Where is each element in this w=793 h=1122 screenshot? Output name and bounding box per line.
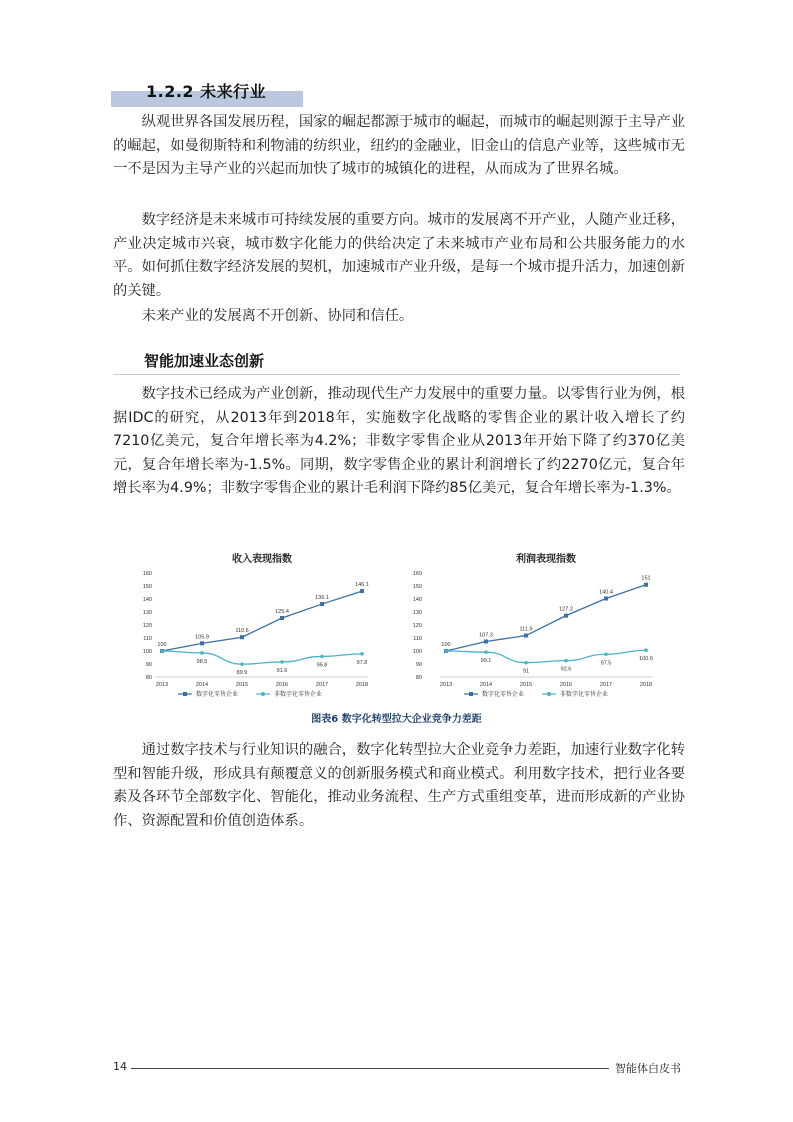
legend-marker-digital: [469, 692, 473, 696]
footer-divider: [131, 1068, 609, 1069]
paragraph-5: 通过数字技术与行业知识的融合，数字化转型拉大企业竞争力差距，加速行业数字化转型和智能升级，形成具有颠覆意义的创新服务模式和商业模式。利用数字技术，把行业各要素及各环节全部数字化、智能化，推动业务流程、生产方式重组变革，进而形成新的产业协作、资源配置和价值创造体系。: [113, 742, 685, 829]
footer-title: 智能体白皮书: [615, 1062, 681, 1075]
data-label: 98.5: [196, 658, 208, 665]
legend-label-digital: 数字化零售企业: [482, 692, 525, 698]
x-tick-label: 2015: [235, 682, 249, 688]
series-line-digital: [446, 585, 646, 651]
data-label: 105.9: [195, 634, 209, 641]
revenue-chart: [140, 550, 380, 709]
data-point-digital: [320, 602, 324, 606]
data-point-digital: [524, 634, 528, 638]
data-label: 100: [157, 642, 167, 648]
data-label: 111.9: [519, 626, 533, 633]
data-point-non-digital: [160, 649, 164, 653]
data-point-digital: [604, 596, 608, 600]
y-tick-label: 90: [145, 662, 152, 668]
x-tick-label: 2018: [639, 682, 653, 688]
y-tick-label: 100: [142, 649, 152, 655]
y-tick-label: 150: [142, 584, 152, 590]
y-tick-label: 150: [412, 584, 422, 590]
data-label: 91.6: [276, 667, 288, 674]
legend-label-non-digital: 非数字化零售企业: [274, 692, 323, 698]
data-point-non-digital: [604, 652, 608, 656]
data-label: 97.5: [600, 660, 612, 667]
data-point-non-digital: [360, 652, 364, 656]
data-label: 107.3: [479, 632, 493, 639]
x-tick-label: 2013: [439, 682, 453, 688]
chart-title: 收入表现指数: [232, 554, 292, 565]
y-tick-label: 130: [412, 610, 422, 616]
y-tick-label: 80: [145, 675, 152, 681]
data-point-non-digital: [484, 650, 488, 654]
y-tick-label: 80: [415, 675, 422, 681]
data-point-non-digital: [320, 655, 324, 659]
data-label: 140.4: [599, 589, 613, 596]
data-label: 146.1: [355, 582, 369, 589]
data-label: 100.6: [639, 656, 653, 663]
subheading: [113, 348, 680, 375]
x-tick-label: 2013: [155, 682, 169, 688]
legend-label-non-digital: 非数字化零售企业: [560, 692, 609, 698]
series-line-digital: [162, 591, 362, 651]
y-tick-label: 140: [142, 597, 152, 603]
data-label: 91: [522, 668, 530, 675]
chart-title: 利润表现指数: [516, 554, 576, 565]
data-point-digital: [280, 616, 284, 620]
figure-caption: 图表6 数字化转型拉大企业竞争力差距: [311, 714, 482, 725]
data-label: 92.6: [560, 666, 572, 673]
data-point-non-digital: [280, 660, 284, 664]
page-number: 14: [113, 1060, 127, 1073]
paragraph-1: 纵观世界各国发展历程，国家的崛起都源于城市的崛起，而城市的崛起则源于主导产业的崛起，如曼彻斯特和利物浦的纺织业，纽约的金融业，旧金山的信息产业等，这些城市无一不是因为主导产业的兴起而加快了城市的城镇化的进程，从而成为了世界名城。: [113, 114, 685, 178]
y-tick-label: 160: [412, 571, 422, 577]
legend-label-digital: 数字化零售企业: [196, 692, 239, 698]
data-point-non-digital: [524, 661, 528, 665]
data-label: 136.1: [315, 595, 329, 602]
legend-marker-non-digital: [261, 692, 265, 696]
profit-chart-svg: [400, 550, 660, 705]
paragraph-4: 数字技术已经成为产业创新，推动现代生产力发展中的重要力量。以零售行业为例，根据IDC的研究，从2013年到2018年，实施数字化战略的零售企业的累计收入增长了约7210亿美元，复合年增长率为4.2%；非数字零售企业从2013年开始下降了约370亿美元，复合年增长率为-1.5%。同期，数字零售企业的累计利润增长了约2270亿元，复合年增长率为4.9%；非数字零售企业的累计毛利润下降约85亿美元，复合年增长率为-1.3%。: [113, 386, 685, 497]
x-tick-label: 2014: [195, 682, 209, 688]
y-tick-label: 160: [142, 571, 152, 577]
x-tick-label: 2014: [479, 682, 493, 688]
data-point-digital: [564, 614, 568, 618]
y-tick-label: 110: [143, 636, 152, 642]
data-point-digital: [200, 641, 204, 645]
data-label: 99.1: [480, 658, 492, 665]
legend-marker-non-digital: [547, 692, 551, 696]
y-tick-label: 130: [142, 610, 152, 616]
y-tick-label: 100: [412, 649, 422, 655]
data-label: 97.8: [356, 659, 368, 666]
data-point-digital: [484, 640, 488, 644]
x-tick-label: 2017: [315, 682, 329, 688]
section-title: 1.2.2 未来行业: [146, 82, 267, 101]
revenue-chart-svg: [140, 550, 380, 705]
paragraph-3: 未来产业的发展离不开创新、协同和信任。: [141, 308, 414, 324]
subheading-title: 智能加速业态创新: [144, 352, 265, 370]
y-tick-label: 90: [415, 662, 422, 668]
data-point-digital: [240, 635, 244, 639]
x-tick-label: 2016: [275, 682, 289, 688]
data-label: 95.8: [316, 662, 328, 669]
profit-chart: [400, 550, 660, 709]
data-point-digital: [360, 589, 364, 593]
paragraph-2: 数字经济是未来城市可持续发展的重要方向。城市的发展离不开产业，人随产业迁移，产业决定城市兴衰，城市数字化能力的供给决定了未来城市产业布局和公共服务能力的水平。如何抓住数字经济发展的契机，加速城市产业升级，是每一个城市提升活力，加速创新的关键。: [113, 212, 685, 299]
data-label: 100: [441, 642, 451, 648]
y-tick-label: 110: [413, 636, 422, 642]
y-tick-label: 120: [412, 623, 422, 629]
data-label: 125.4: [275, 608, 289, 615]
section-heading: [111, 79, 303, 107]
data-label: 127.2: [559, 606, 573, 613]
x-tick-label: 2018: [355, 682, 369, 688]
data-point-non-digital: [444, 649, 448, 653]
x-tick-label: 2015: [519, 682, 533, 688]
data-label: 110.6: [235, 628, 249, 635]
legend-marker-digital: [183, 692, 187, 696]
data-point-digital: [644, 583, 648, 587]
x-tick-label: 2017: [599, 682, 613, 688]
y-tick-label: 140: [412, 597, 422, 603]
data-label: 151: [641, 575, 651, 582]
series-line-non-digital: [162, 651, 362, 664]
y-tick-label: 120: [142, 623, 152, 629]
data-label: 89.9: [236, 670, 248, 677]
data-point-non-digital: [564, 659, 568, 663]
data-point-non-digital: [644, 648, 648, 652]
x-tick-label: 2016: [559, 682, 573, 688]
data-point-non-digital: [240, 662, 244, 666]
data-point-non-digital: [200, 651, 204, 655]
